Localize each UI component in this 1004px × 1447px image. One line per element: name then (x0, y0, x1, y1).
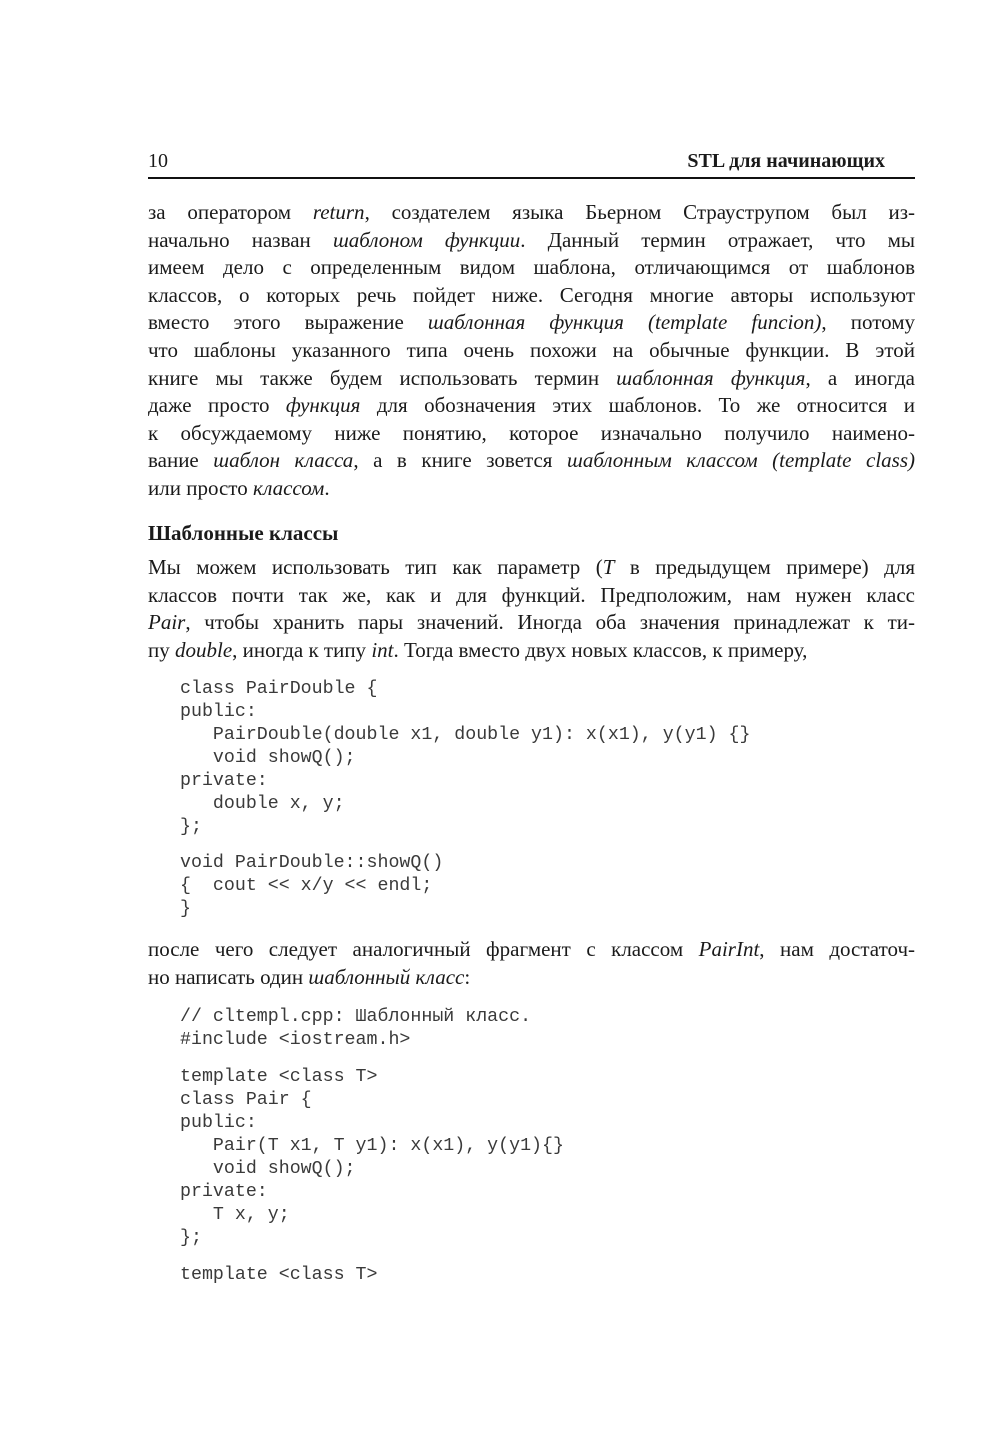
code-line: { cout << x/y << endl; (180, 876, 433, 896)
text-segment: . Данный термин отражает, что мы (520, 227, 915, 252)
code-line: void showQ(); (180, 1159, 356, 1179)
code-line: // cltempl.cpp: Шаблонный класс. (180, 1007, 532, 1027)
text-line (148, 420, 915, 448)
text-segment: пу (148, 637, 175, 662)
text-line (148, 475, 915, 503)
emphasis-text: шаблонная функция (616, 365, 806, 390)
text-segment: после чего следует аналогичный фрагмент с классом (148, 937, 699, 961)
code-line: void PairDouble::showQ() (180, 853, 444, 873)
code-block-showq (180, 852, 443, 921)
header-rule (148, 177, 915, 179)
emphasis-text: шаблон класса (213, 448, 354, 473)
code-line: private: (180, 771, 268, 791)
text-segment: вместо этого выражение (148, 310, 428, 335)
text-segment: для обозначения этих шаблонов. То же относится и (360, 393, 915, 418)
text-segment: даже просто (148, 393, 286, 418)
code-line: class Pair { (180, 1090, 312, 1110)
code-block-pairdouble-class (180, 678, 750, 839)
code-line: template <class T> (180, 1067, 378, 1087)
text-segment: : (464, 964, 471, 989)
code-line: Pair(T x1, T y1): x(x1), y(y1){} (180, 1136, 564, 1156)
code-line: #include <iostream.h> (180, 1030, 411, 1050)
text-segment: вание (148, 448, 214, 473)
code-line: double x, y; (180, 794, 345, 814)
text-segment: книге мы также будем использовать термин (148, 365, 617, 390)
text-segment: , создателем языка Бьерном Страуструпом был из- (364, 200, 915, 224)
text-line (148, 227, 915, 255)
text-segment: классов почти так же, как и для функций. Предположим, нам нужен класс (148, 582, 915, 607)
text-line (148, 337, 915, 365)
text-segment: , чтобы хранить пары значений. Иногда оба значения принадлежат к ти- (185, 610, 915, 635)
code-line: public: (180, 702, 257, 722)
emphasis-text: шаблонный класс (308, 964, 465, 989)
text-segment: , нам достаточ- (759, 937, 915, 961)
code-line: public: (180, 1113, 257, 1133)
text-line (148, 365, 915, 393)
text-line (148, 554, 915, 582)
text-segment: имеем дело с определенным видом шаблона, отличающимся от шаблонов (148, 255, 915, 280)
text-segment: , а в книге зовется (353, 448, 567, 473)
text-segment: . Тогда вместо двух новых классов, к примеру, (393, 637, 808, 662)
emphasis-text: функция (285, 393, 361, 418)
emphasis-text: Pair (148, 610, 186, 635)
code-line: }; (180, 1228, 202, 1248)
text-line (148, 582, 915, 610)
code-block-template-start (180, 1264, 377, 1287)
section-heading: Шаблонные классы (148, 521, 339, 545)
text-segment: классов, о которых речь пойдет ниже. Сегодня многие авторы используют (148, 282, 915, 307)
code-line: }; (180, 817, 202, 837)
text-line (148, 309, 915, 337)
code-line: void showQ(); (180, 748, 356, 768)
code-line: PairDouble(double x1, double y1): x(x1), y(y1) {} (180, 725, 751, 745)
page-header (148, 150, 915, 176)
code-line: } (180, 899, 191, 919)
text-line (148, 637, 915, 665)
running-title: STL для начинающих (687, 150, 885, 172)
text-segment: . (324, 475, 330, 500)
code-block-includes (180, 1006, 531, 1052)
text-segment: или просто (148, 475, 253, 500)
emphasis-text: шаблонным классом (template class) (566, 448, 915, 473)
text-segment: , потому (821, 310, 915, 335)
text-line (148, 392, 915, 420)
text-segment: но написать один (148, 964, 309, 989)
text-segment: Мы можем использовать тип как параметр ( (148, 555, 603, 579)
text-segment: начально назван (148, 227, 333, 252)
emphasis-text: T (602, 555, 615, 579)
text-line (148, 936, 915, 964)
text-line (148, 282, 915, 310)
text-line (148, 964, 915, 992)
text-line (148, 447, 915, 475)
text-line (148, 254, 915, 282)
emphasis-text: PairInt (698, 937, 760, 961)
paragraph-1 (148, 199, 915, 503)
text-segment: к обсуждаемому ниже понятию, которое изначально получило наимено- (148, 420, 915, 445)
code-line: template <class T> (180, 1265, 378, 1285)
emphasis-text: double (175, 637, 233, 662)
text-segment: что шаблоны указанного типа очень похожи на обычные функции. В этой (148, 337, 915, 362)
text-segment: , иногда к типу (232, 637, 372, 662)
text-line (148, 609, 915, 637)
text-segment: в предыдущем примере) для (614, 555, 915, 579)
text-segment: за оператором (148, 200, 313, 224)
emphasis-text: классом (252, 475, 325, 500)
emphasis-text: return (312, 200, 365, 224)
code-line: private: (180, 1182, 268, 1202)
paragraph-3 (148, 936, 915, 991)
code-line: T x, y; (180, 1205, 290, 1225)
text-line (148, 199, 915, 227)
paragraph-2 (148, 554, 915, 664)
emphasis-text: int (371, 637, 394, 662)
text-segment: , а иногда (805, 365, 915, 390)
emphasis-text: шаблоном функции (332, 227, 521, 252)
page-number: 10 (148, 150, 168, 172)
code-block-pair-template (180, 1066, 564, 1250)
emphasis-text: шаблонная функция (template funcion) (427, 310, 822, 335)
code-line: class PairDouble { (180, 679, 378, 699)
